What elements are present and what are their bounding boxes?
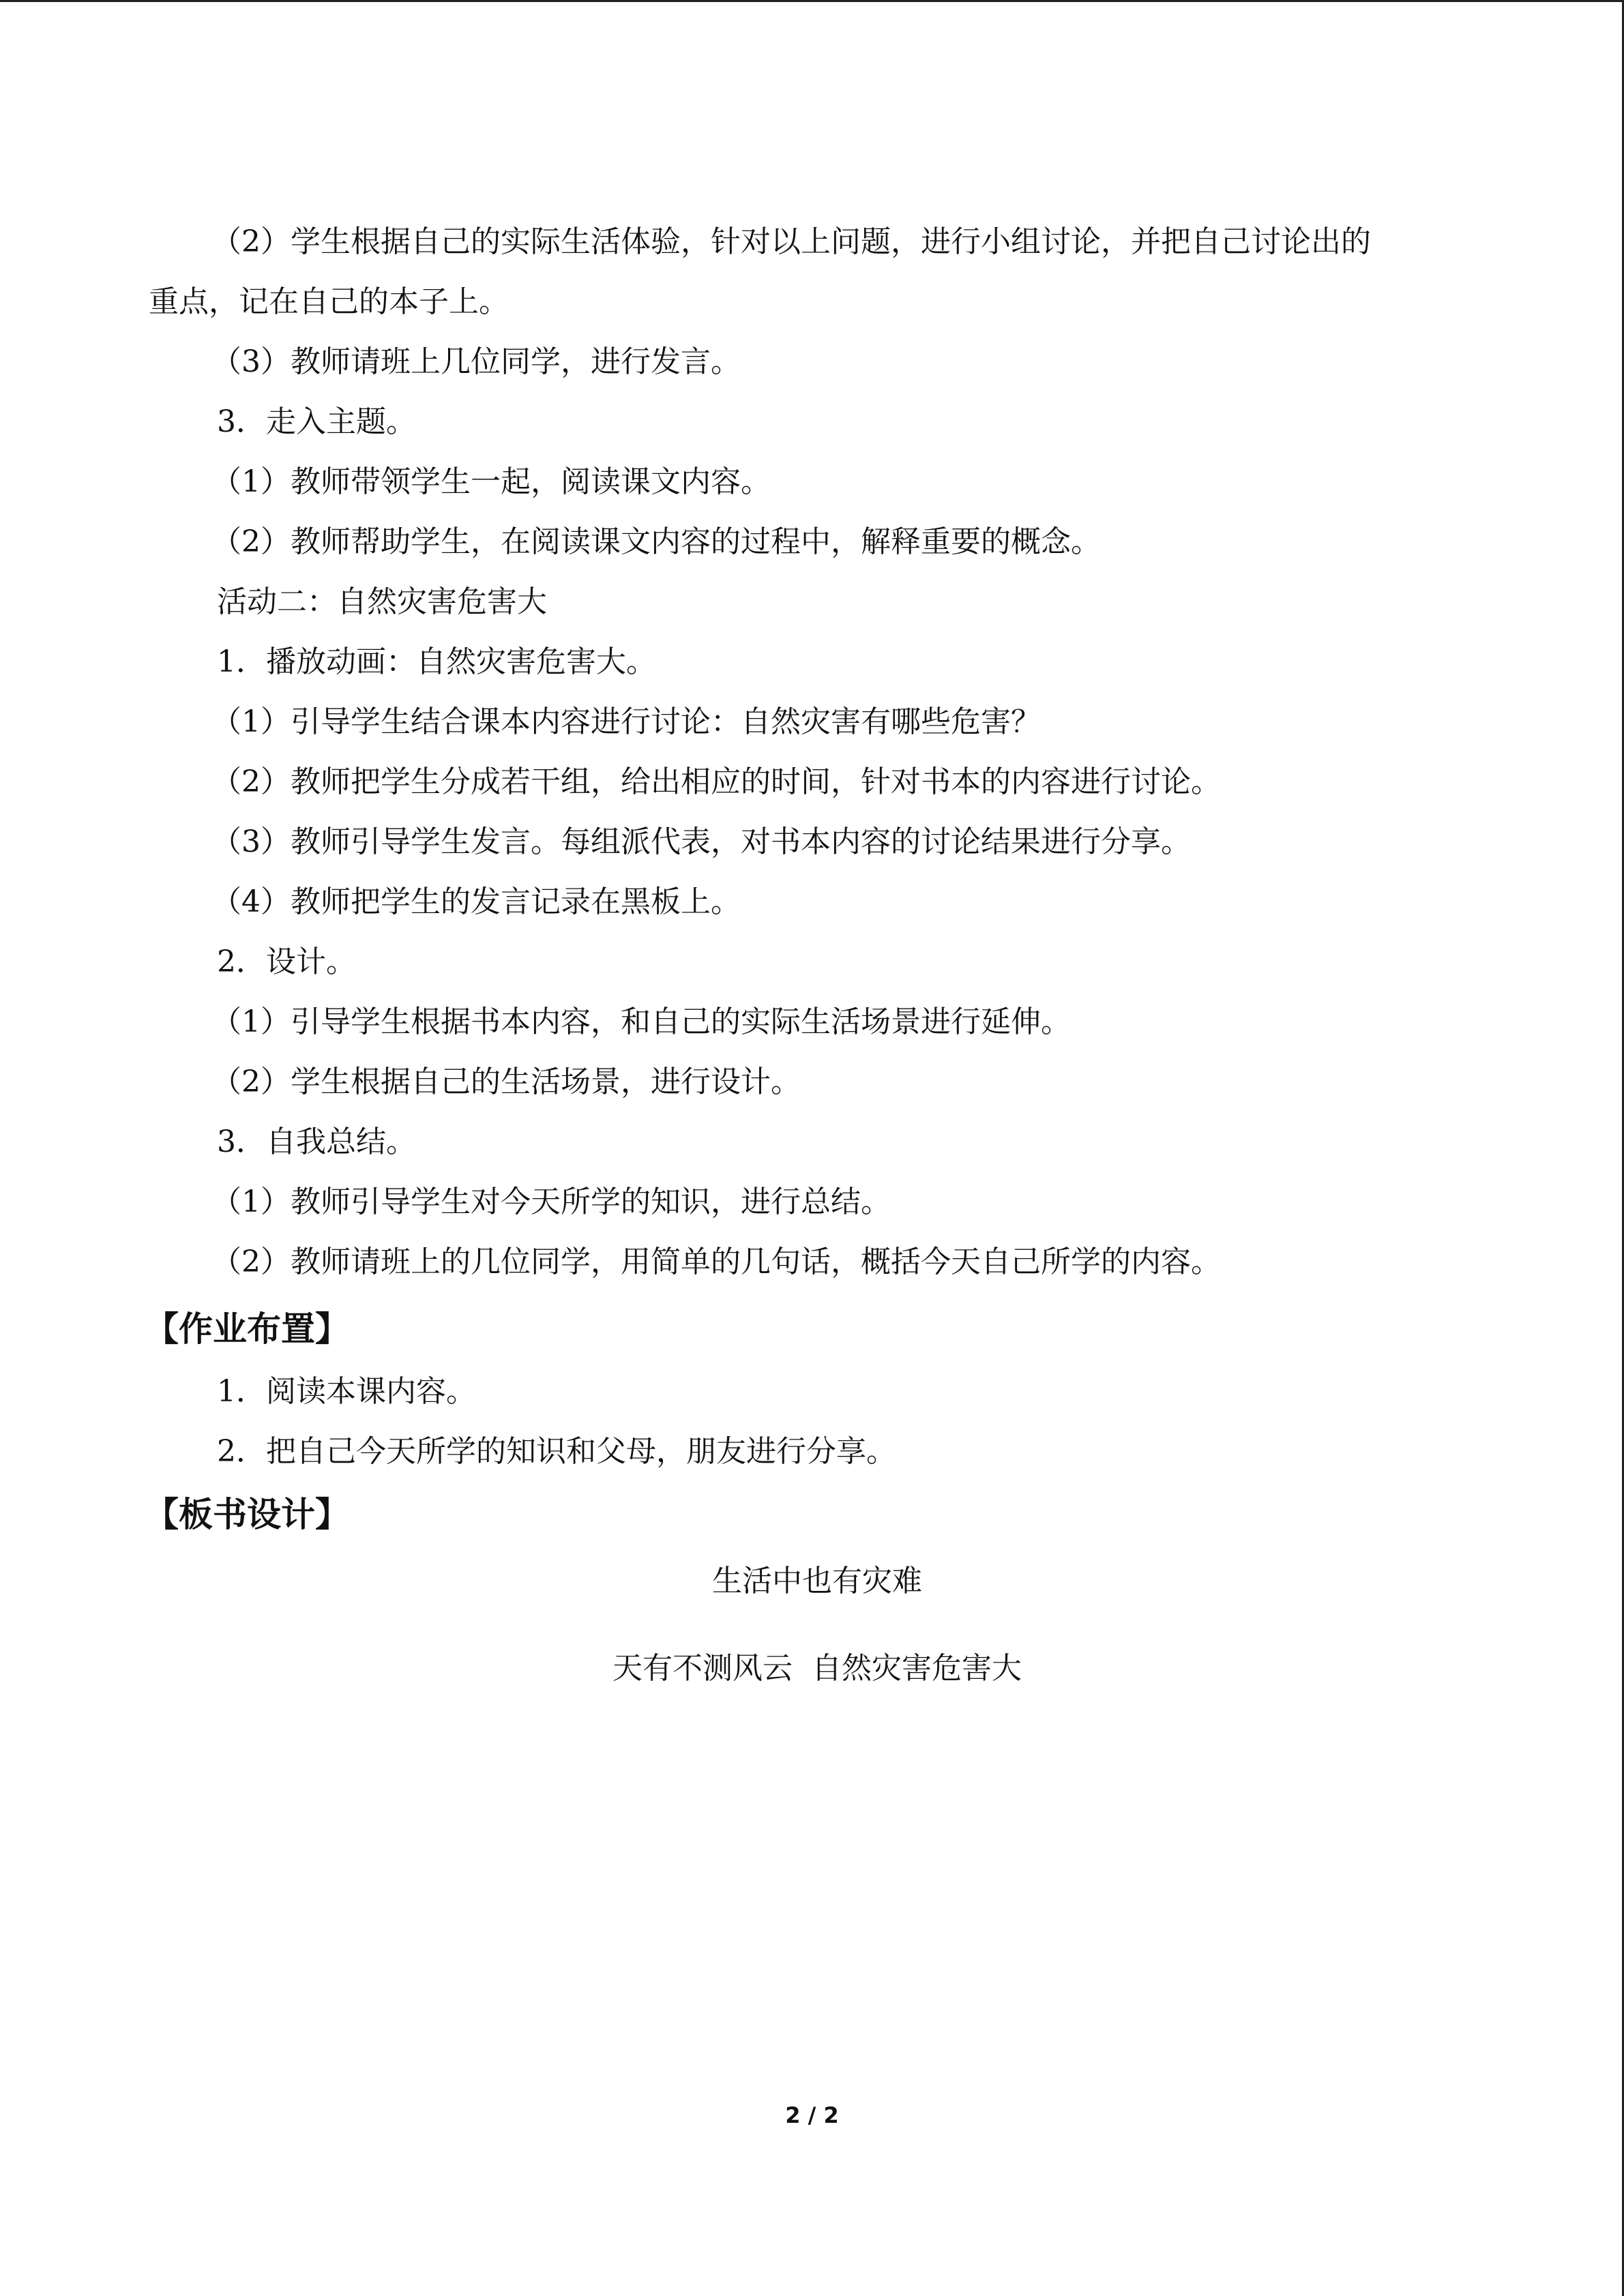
homework-item: 1．阅读本课内容。 [217,1374,476,1409]
body-line: 3．走入主题。 [217,404,416,439]
document-content [145,212,1486,1699]
body-line: （3）教师请班上几位同学，进行发言。 [211,344,741,379]
board-subtitle: 天有不测风云 自然灾害危害大 [612,1651,1022,1686]
body-line: （1）引导学生结合课本内容进行讨论：自然灾害有哪些危害？ [211,704,1041,739]
body-line: （4）教师把学生的发言记录在黑板上。 [211,884,741,919]
body-line: （2）学生根据自己的实际生活体验，针对以上问题，进行小组讨论，并把自己讨论出的 [211,224,1371,259]
page-number: 2 / 2 [785,2102,839,2128]
body-line: （2）学生根据自己的生活场景，进行设计。 [211,1064,801,1099]
body-line: 3．自我总结。 [217,1124,416,1159]
body-line: （2）教师把学生分成若干组，给出相应的时间，针对书本的内容进行讨论。 [211,764,1221,799]
body-line: （1）教师引导学生对今天所学的知识，进行总结。 [211,1184,891,1219]
body-text [149,212,1486,1292]
body-line: 1．播放动画：自然灾害危害大。 [217,644,656,679]
body-line: 重点，记在自己的本子上。 [149,284,509,319]
board-title: 生活中也有灾难 [712,1564,922,1598]
body-line: （3）教师引导学生发言。每组派代表，对书本内容的讨论结果进行分享。 [211,824,1191,859]
homework-item: 2．把自己今天所学的知识和父母，朋友进行分享。 [217,1434,896,1469]
body-line: 2．设计。 [217,944,356,979]
body-line: （1）教师带领学生一起，阅读课文内容。 [211,464,771,499]
body-line: （2）教师请班上的几位同学，用简单的几句话，概括今天自己所学的内容。 [211,1244,1221,1279]
body-line: （1）引导学生根据书本内容，和自己的实际生活场景进行延伸。 [211,1004,1071,1039]
board-heading: 【板书设计】 [145,1495,349,1534]
homework-heading: 【作业布置】 [145,1309,349,1349]
homework-list [149,1362,1486,1482]
body-line: 活动二：自然灾害危害大 [217,584,547,619]
body-line: （2）教师帮助学生，在阅读课文内容的过程中，解释重要的概念。 [211,524,1101,559]
